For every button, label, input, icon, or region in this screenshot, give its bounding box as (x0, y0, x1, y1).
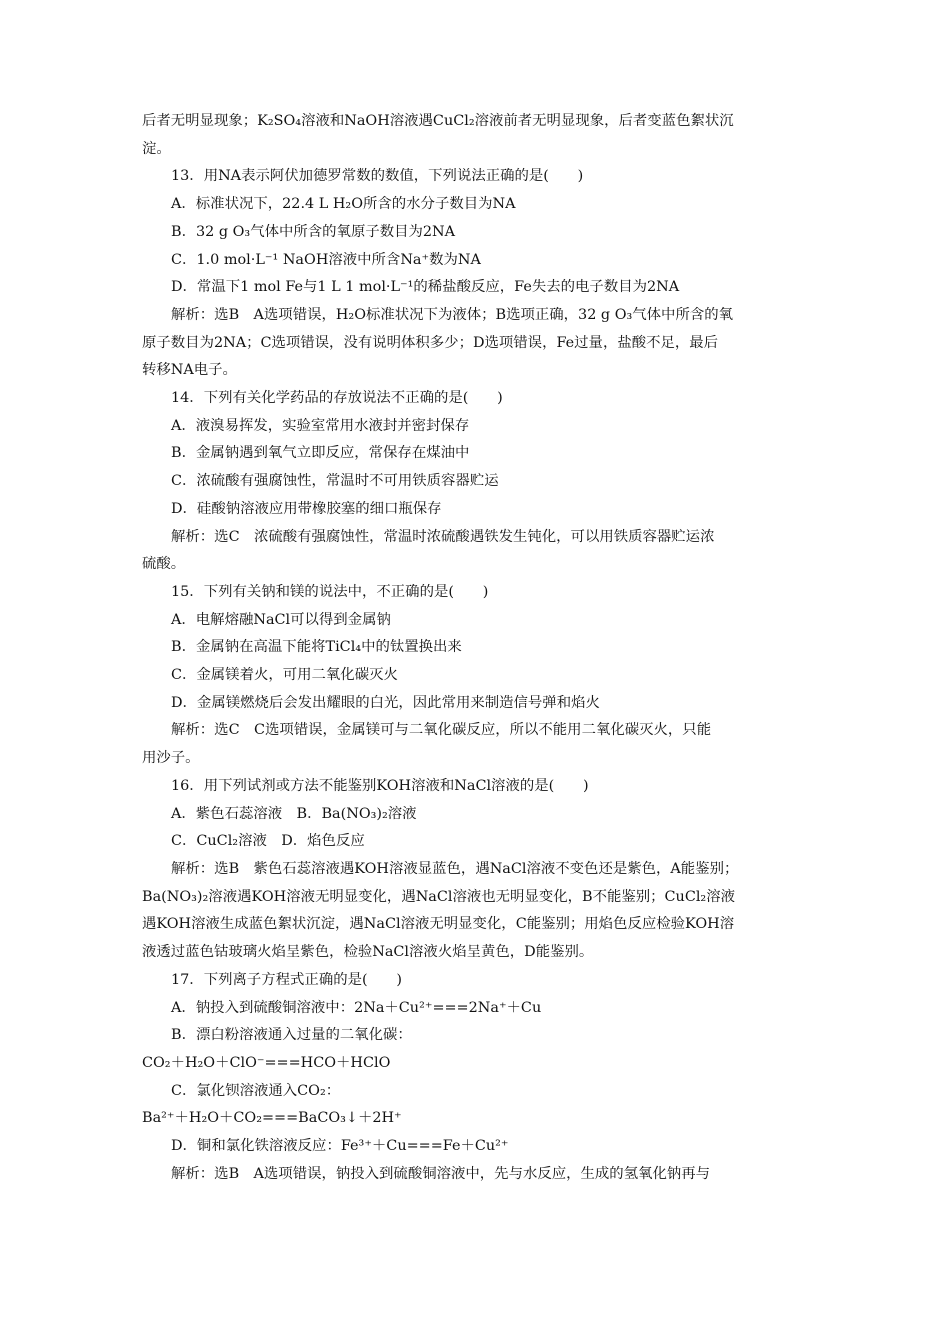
text-line: A．液溴易挥发，实验室常用水液封并密封保存 (171, 417, 470, 434)
text-line: 17．下列离子方程式正确的是( ) (171, 971, 403, 988)
text-line: 转移NA电子。 (142, 362, 237, 379)
text-line: D．常温下1 mol Fe与1 L 1 mol·L⁻¹的稀盐酸反应，Fe失去的电子数目为2NA (171, 279, 680, 296)
text-line: C．浓硫酸有强腐蚀性，常温时不可用铁质容器贮运 (171, 473, 499, 490)
text-line: A．钠投入到硫酸铜溶液中：2Na＋Cu²⁺===2Na⁺＋Cu (171, 999, 542, 1016)
text-line: Ba²⁺＋H₂O＋CO₂===BaCO₃↓＋2H⁺ (142, 1110, 402, 1127)
text-line: Ba(NO₃)₂溶液遇KOH溶液无明显变化，遇NaCl溶液也无明显变化，B不能鉴别；CuCl₂溶液 (142, 888, 735, 905)
text-line: 原子数目为2NA；C选项错误，没有说明体积多少；D选项错误，Fe过量，盐酸不足，最后 (142, 334, 719, 351)
text-line: C．氯化钡溶液通入CO₂： (171, 1082, 341, 1099)
text-line: A．电解熔融NaCl可以得到金属钠 (171, 611, 391, 628)
text-line: 解析：选B A选项错误，钠投入到硫酸铜溶液中，先与水反应，生成的氢氧化钠再与 (171, 1165, 711, 1182)
text-line: 解析：选C 浓硫酸有强腐蚀性，常温时浓硫酸遇铁发生钝化，可以用铁质容器贮运浓 (171, 528, 715, 545)
text-line: B．金属钠在高温下能将TiCl₄中的钛置换出来 (171, 639, 462, 656)
text-line: 解析：选C C选项错误，金属镁可与二氧化碳反应，所以不能用二氧化碳灭火，只能 (171, 722, 712, 739)
text-line: 15．下列有关钠和镁的说法中，不正确的是( ) (171, 583, 489, 600)
text-line: B．金属钠遇到氧气立即反应，常保存在煤油中 (171, 445, 470, 462)
text-line: A．标准状况下，22.4 L H₂O所含的水分子数目为NA (171, 196, 516, 213)
text-line: 16．用下列试剂或方法不能鉴别KOH溶液和NaCl溶液的是( ) (171, 777, 589, 794)
text-line: 后者无明显现象；K₂SO₄溶液和NaOH溶液遇CuCl₂溶液前者无明显现象，后者变蓝色絮状沉 (142, 113, 734, 129)
text-line: 解析：选B A选项错误，H₂O标准状况下为液体；B选项正确，32 g O₃气体中所含的氧 (171, 306, 734, 323)
text-line: C．金属镁着火，可用二氧化碳灭火 (171, 667, 398, 684)
text-line: 13．用NA表示阿伏加德罗常数的数值，下列说法正确的是( ) (171, 168, 584, 185)
text-line: 用沙子。 (142, 750, 200, 767)
document-body (142, 108, 810, 1188)
text-line: C．CuCl₂溶液 D．焰色反应 (171, 833, 365, 850)
text-line: CO₂＋H₂O＋ClO⁻===HCO＋HClO (142, 1054, 391, 1071)
text-line: D．硅酸钠溶液应用带橡胶塞的细口瓶保存 (171, 500, 442, 517)
text-line: 硫酸。 (142, 556, 186, 573)
text-line: D．铜和氯化铁溶液反应：Fe³⁺＋Cu===Fe＋Cu²⁺ (171, 1138, 509, 1155)
text-line: 遇KOH溶液生成蓝色絮状沉淀，遇NaCl溶液无明显变化，C能鉴别；用焰色反应检验KOH溶 (142, 916, 735, 933)
text-line: 淀。 (142, 140, 171, 157)
text-line: B．漂白粉溶液通入过量的二氧化碳： (171, 1027, 412, 1044)
text-line: 14．下列有关化学药品的存放说法不正确的是( ) (171, 390, 503, 407)
text-line: 液透过蓝色钴玻璃火焰呈紫色，检验NaCl溶液火焰呈黄色，D能鉴别。 (142, 944, 594, 961)
text-line: A．紫色石蕊溶液 B．Ba(NO₃)₂溶液 (171, 805, 417, 822)
text-line: 解析：选B 紫色石蕊溶液遇KOH溶液显蓝色，遇NaCl溶液不变色还是紫色，A能鉴别； (171, 860, 739, 877)
text-line: C．1.0 mol·L⁻¹ NaOH溶液中所含Na⁺数为NA (171, 251, 481, 268)
text-line: B．32 g O₃气体中所含的氧原子数目为2NA (171, 223, 456, 240)
text-line: D．金属镁燃烧后会发出耀眼的白光，因此常用来制造信号弹和焰火 (171, 694, 600, 711)
